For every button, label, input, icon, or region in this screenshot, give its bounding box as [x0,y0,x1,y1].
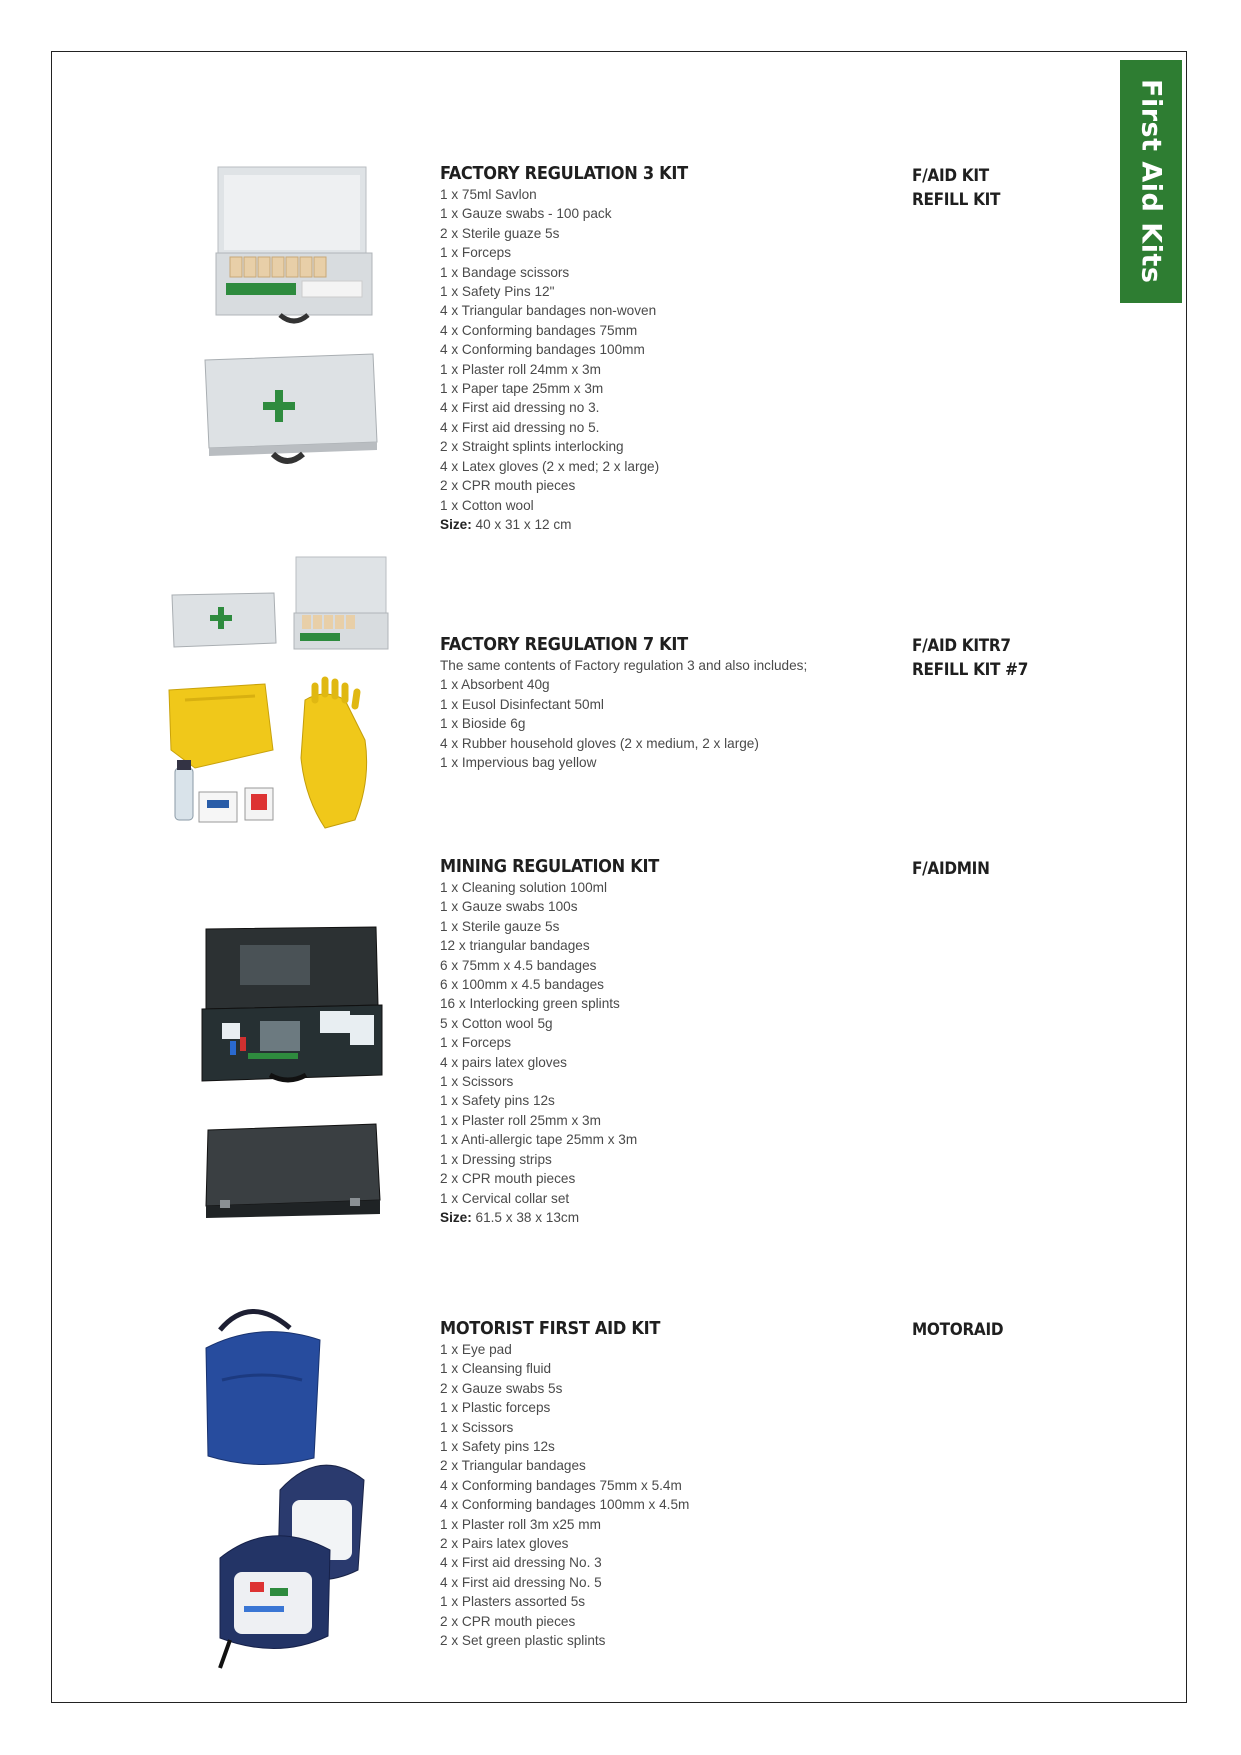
list-item: 4 x First aid dressing No. 3 [440,1555,602,1571]
list-item: 1 x Bandage scissors [440,264,570,280]
size-value: 61.5 x 38 x 13cm [475,1209,580,1225]
list-item: 1 x Cervical collar set [440,1190,570,1206]
list-item: 1 x Dressing strips [440,1151,552,1167]
list-item: 1 x Sterile gauze 5s [440,918,560,934]
product-code: F/AID KIT [912,166,989,186]
product-codes-factory-reg7 [912,634,1028,682]
list-item: 1 x Scissors [440,1074,514,1090]
motorist-kit-bag-image [200,1300,370,1670]
product-codes-mining-reg [912,857,990,881]
list-item: 2 x Pairs latex gloves [440,1536,569,1552]
product-codes-motorist [912,1318,1003,1342]
section-tab [1120,60,1182,303]
product-size [440,515,870,534]
list-item: 2 x CPR mouth pieces [440,1613,576,1629]
list-item: 6 x 75mm x 4.5 bandages [440,957,597,973]
list-item: 1 x Impervious bag yellow [440,755,597,771]
list-item: 1 x Forceps [440,1035,512,1051]
list-item: 4 x Triangular bandages non-woven [440,303,657,319]
product-title: FACTORY REGULATION 7 KIT [440,634,688,655]
list-item: 1 x Gauze swabs 100s [440,899,578,915]
list-item: 4 x Conforming bandages 100mm [440,342,645,358]
factory-reg7-cases-image [170,555,390,655]
product-size [440,1208,870,1227]
list-item: 2 x Sterile guaze 5s [440,225,560,241]
list-item: 1 x Eusol Disinfectant 50ml [440,696,604,712]
factory-reg3-closed-case-image [195,350,385,465]
product-factory-reg3 [440,163,870,534]
product-title: MINING REGULATION KIT [440,856,659,877]
list-item: 1 x Paper tape 25mm x 3m [440,381,604,397]
list-item: 2 x Straight splints interlocking [440,439,624,455]
product-title: MOTORIST FIRST AID KIT [440,1318,661,1339]
product-code: MOTORAID [912,1320,1004,1340]
list-item: 1 x Cleaning solution 100ml [440,880,608,895]
list-item: 1 x Eye pad [440,1342,512,1357]
product-contents-list [440,656,870,772]
product-code: REFILL KIT #7 [912,660,1029,680]
product-code: F/AID KITR7 [912,636,1011,656]
list-item: 4 x First aid dressing no 5. [440,419,600,435]
list-item: 1 x Forceps [440,245,512,261]
list-item: 2 x CPR mouth pieces [440,478,576,494]
mining-open-case-image [200,925,385,1085]
list-item: 4 x Conforming bandages 100mm x 4.5m [440,1497,690,1513]
list-item: 4 x pairs latex gloves [440,1054,567,1070]
list-item: 6 x 100mm x 4.5 bandages [440,977,604,993]
product-code: REFILL KIT [912,190,1001,210]
list-item: 1 x Bioside 6g [440,716,526,732]
list-item: 4 x Conforming bandages 75mm x 5.4m [440,1477,682,1493]
list-item: 1 x Anti-allergic tape 25mm x 3m [440,1132,638,1148]
list-item: 1 x Plasters assorted 5s [440,1594,586,1610]
product-title: FACTORY REGULATION 3 KIT [440,163,688,184]
list-item: 1 x 75ml Savlon [440,187,537,202]
list-item: 2 x CPR mouth pieces [440,1171,576,1187]
list-item: 1 x Cleansing fluid [440,1361,552,1377]
product-mining-reg [440,856,870,1227]
list-item: 4 x Rubber household gloves (2 x medium, 2 x large) [440,735,759,751]
product-contents-list [440,878,870,1208]
list-item: The same contents of Factory regulation 3 and also includes; [440,658,808,673]
list-item: 2 x Set green plastic splints [440,1633,606,1649]
list-item: 2 x Gauze swabs 5s [440,1380,563,1396]
product-contents-list [440,185,870,515]
list-item: 1 x Gauze swabs - 100 pack [440,206,612,222]
list-item: 1 x Plaster roll 25mm x 3m [440,1112,601,1128]
list-item: 16 x Interlocking green splints [440,996,620,1012]
list-item: 5 x Cotton wool 5g [440,1015,553,1031]
mining-closed-case-image [200,1120,385,1220]
list-item: 1 x Plaster roll 3m x25 mm [440,1516,601,1532]
list-item: 1 x Scissors [440,1419,514,1435]
list-item: 1 x Safety Pins 12" [440,284,555,300]
size-label: Size: [440,516,472,532]
list-item: 1 x Absorbent 40g [440,677,550,693]
product-codes-factory-reg3 [912,164,1000,212]
list-item: 4 x First aid dressing no 3. [440,400,600,416]
list-item: 4 x Latex gloves (2 x med; 2 x large) [440,458,660,474]
list-item: 4 x First aid dressing No. 5 [440,1574,602,1590]
list-item: 1 x Plastic forceps [440,1400,551,1416]
list-item: 12 x triangular bandages [440,938,590,954]
product-motorist [440,1318,870,1651]
section-tab-label: First Aid Kits [1135,79,1167,284]
size-value: 40 x 31 x 12 cm [475,516,572,532]
list-item: 1 x Cotton wool [440,497,534,513]
list-item: 1 x Plaster roll 24mm x 3m [440,361,601,377]
list-item: 4 x Conforming bandages 75mm [440,322,638,338]
size-label: Size: [440,1209,472,1225]
product-code: F/AIDMIN [912,859,990,879]
factory-reg7-additions-image [165,680,395,830]
list-item: 1 x Safety pins 12s [440,1439,555,1455]
list-item: 2 x Triangular bandages [440,1458,586,1474]
factory-reg3-open-case-image [210,165,380,330]
product-contents-list [440,1340,870,1651]
product-factory-reg7 [440,634,870,772]
list-item: 1 x Safety pins 12s [440,1093,555,1109]
